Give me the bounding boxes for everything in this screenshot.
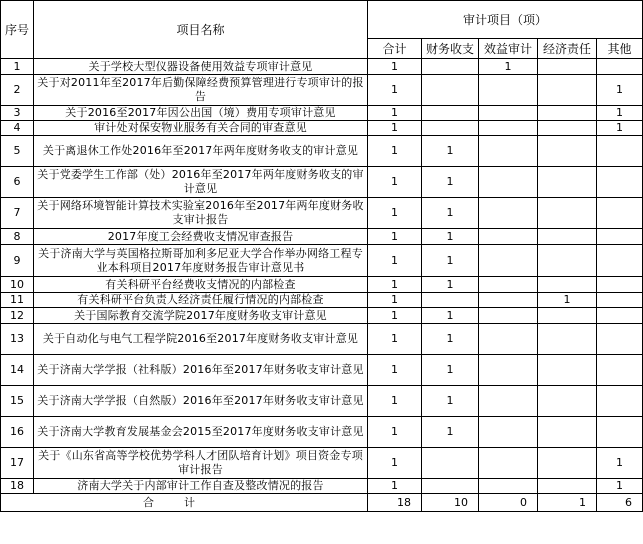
row-value: 1 xyxy=(368,448,422,479)
row-seq: 6 xyxy=(1,167,34,198)
row-value xyxy=(479,136,538,167)
row-value xyxy=(538,75,597,106)
table-row xyxy=(1,479,643,494)
row-value: 1 xyxy=(368,136,422,167)
row-value: 1 xyxy=(422,277,479,293)
row-value xyxy=(597,308,643,324)
row-value: 1 xyxy=(368,245,422,277)
row-seq: 10 xyxy=(1,277,34,293)
table-row xyxy=(1,293,643,308)
row-value xyxy=(422,106,479,121)
total-value: 18 xyxy=(368,494,422,512)
row-value xyxy=(479,355,538,386)
row-value xyxy=(479,121,538,136)
row-value xyxy=(538,355,597,386)
row-value xyxy=(479,308,538,324)
row-project-name: 有关科研平台负责人经济责任履行情况的内部检查 xyxy=(34,293,368,308)
row-value xyxy=(538,245,597,277)
row-value xyxy=(597,417,643,448)
table-body xyxy=(1,59,643,494)
row-value xyxy=(422,479,479,494)
row-value xyxy=(597,167,643,198)
row-project-name: 关于对2011年至2017年后勤保障经费预算管理进行专项审计的报告 xyxy=(34,75,368,106)
row-value xyxy=(538,229,597,245)
row-seq: 2 xyxy=(1,75,34,106)
table-row xyxy=(1,277,643,293)
row-value xyxy=(479,293,538,308)
row-project-name: 关于济南大学学报（自然版）2016年至2017年财务收支审计意见 xyxy=(34,386,368,417)
total-row xyxy=(1,494,643,512)
table-row xyxy=(1,59,643,75)
row-value: 1 xyxy=(597,106,643,121)
row-value xyxy=(422,293,479,308)
row-value xyxy=(597,59,643,75)
table-row xyxy=(1,417,643,448)
row-seq: 4 xyxy=(1,121,34,136)
row-value: 1 xyxy=(368,121,422,136)
row-value: 1 xyxy=(422,229,479,245)
row-value xyxy=(479,324,538,355)
row-value xyxy=(422,448,479,479)
row-value: 1 xyxy=(422,355,479,386)
row-project-name: 关于济南大学学报（社科版）2016年至2017年财务收支审计意见 xyxy=(34,355,368,386)
row-value xyxy=(597,198,643,229)
header-col-benefit: 效益审计 xyxy=(479,39,538,59)
row-project-name: 关于《山东省高等学校优势学科人才团队培育计划》项目资金专项审计报告 xyxy=(34,448,368,479)
row-value xyxy=(479,198,538,229)
row-value xyxy=(597,293,643,308)
row-value xyxy=(538,198,597,229)
row-value: 1 xyxy=(422,308,479,324)
row-value: 1 xyxy=(368,355,422,386)
row-project-name: 关于网络环境智能计算技术实验室2016年至2017年两年度财务收支审计报告 xyxy=(34,198,368,229)
row-value xyxy=(597,386,643,417)
header-col-economic: 经济责任 xyxy=(538,39,597,59)
row-value: 1 xyxy=(368,277,422,293)
row-value xyxy=(538,121,597,136)
row-value xyxy=(538,386,597,417)
row-value: 1 xyxy=(368,59,422,75)
row-project-name: 关于离退休工作处2016年至2017年两年度财务收支的审计意见 xyxy=(34,136,368,167)
row-value: 1 xyxy=(479,59,538,75)
table-row xyxy=(1,324,643,355)
row-value: 1 xyxy=(538,293,597,308)
row-project-name: 关于自动化与电气工程学院2016至2017年度财务收支审计意见 xyxy=(34,324,368,355)
row-value xyxy=(538,479,597,494)
row-value: 1 xyxy=(422,198,479,229)
table-row xyxy=(1,75,643,106)
row-value xyxy=(597,245,643,277)
row-value xyxy=(597,324,643,355)
total-value: 1 xyxy=(538,494,597,512)
row-value: 1 xyxy=(597,448,643,479)
row-seq: 11 xyxy=(1,293,34,308)
row-value xyxy=(479,479,538,494)
row-value xyxy=(422,121,479,136)
table-row xyxy=(1,198,643,229)
row-seq: 15 xyxy=(1,386,34,417)
total-value: 10 xyxy=(422,494,479,512)
row-value: 1 xyxy=(368,417,422,448)
row-seq: 13 xyxy=(1,324,34,355)
row-value xyxy=(538,59,597,75)
row-value xyxy=(479,167,538,198)
row-project-name: 关于济南大学教育发展基金会2015至2017年度财务收支审计意见 xyxy=(34,417,368,448)
row-seq: 8 xyxy=(1,229,34,245)
table-row xyxy=(1,308,643,324)
header-name: 项目名称 xyxy=(34,1,368,59)
row-project-name: 审计处对保安物业服务有关合同的审查意见 xyxy=(34,121,368,136)
row-seq: 18 xyxy=(1,479,34,494)
row-value xyxy=(479,75,538,106)
table-row xyxy=(1,136,643,167)
row-value: 1 xyxy=(368,386,422,417)
total-value: 6 xyxy=(597,494,643,512)
row-value xyxy=(422,59,479,75)
row-value xyxy=(538,417,597,448)
table-row xyxy=(1,229,643,245)
row-seq: 14 xyxy=(1,355,34,386)
row-value: 1 xyxy=(368,229,422,245)
row-value xyxy=(538,277,597,293)
total-label: 合计 xyxy=(1,494,368,512)
row-value xyxy=(538,136,597,167)
row-project-name: 关于济南大学与英国格拉斯哥加利多尼亚大学合作举办网络工程专业本科项目2017年度财务报告审计意见书 xyxy=(34,245,368,277)
header-col-total: 合计 xyxy=(368,39,422,59)
row-value: 1 xyxy=(597,75,643,106)
row-value xyxy=(538,106,597,121)
row-value: 1 xyxy=(368,75,422,106)
row-seq: 9 xyxy=(1,245,34,277)
table-row xyxy=(1,386,643,417)
table-row xyxy=(1,448,643,479)
table-row xyxy=(1,245,643,277)
row-value: 1 xyxy=(368,167,422,198)
row-value xyxy=(538,324,597,355)
table-row xyxy=(1,121,643,136)
row-value: 1 xyxy=(368,308,422,324)
row-value xyxy=(597,277,643,293)
row-value xyxy=(597,229,643,245)
row-value xyxy=(597,355,643,386)
row-project-name: 关于国际教育交流学院2017年度财务收支审计意见 xyxy=(34,308,368,324)
header-row-1 xyxy=(1,1,643,39)
row-value xyxy=(538,167,597,198)
total-value: 0 xyxy=(479,494,538,512)
row-value xyxy=(479,245,538,277)
row-value: 1 xyxy=(597,121,643,136)
header-group: 审计项目（项） xyxy=(368,1,643,39)
row-seq: 7 xyxy=(1,198,34,229)
row-value xyxy=(538,448,597,479)
table-row xyxy=(1,167,643,198)
row-project-name: 济南大学关于内部审计工作自查及整改情况的报告 xyxy=(34,479,368,494)
row-value: 1 xyxy=(422,417,479,448)
row-seq: 1 xyxy=(1,59,34,75)
row-project-name: 关于学校大型仪器设备使用效益专项审计意见 xyxy=(34,59,368,75)
row-seq: 16 xyxy=(1,417,34,448)
row-value: 1 xyxy=(368,106,422,121)
table-row xyxy=(1,355,643,386)
header-seq: 序号 xyxy=(1,1,34,59)
row-project-name: 关于2016至2017年因公出国（境）费用专项审计意见 xyxy=(34,106,368,121)
row-value xyxy=(479,277,538,293)
row-value: 1 xyxy=(368,198,422,229)
row-value xyxy=(479,106,538,121)
row-value: 1 xyxy=(422,167,479,198)
header-col-other: 其他 xyxy=(597,39,643,59)
row-project-name: 有关科研平台经费收支情况的内部检查 xyxy=(34,277,368,293)
row-value: 1 xyxy=(368,324,422,355)
row-value xyxy=(479,417,538,448)
row-value xyxy=(597,136,643,167)
row-value: 1 xyxy=(422,386,479,417)
row-value xyxy=(479,229,538,245)
row-project-name: 关于党委学生工作部（处）2016年至2017年两年度财务收支的审计意见 xyxy=(34,167,368,198)
header-col-finance: 财务收支 xyxy=(422,39,479,59)
table-row xyxy=(1,106,643,121)
row-value: 1 xyxy=(422,245,479,277)
row-value xyxy=(538,308,597,324)
row-value xyxy=(422,75,479,106)
row-seq: 3 xyxy=(1,106,34,121)
row-seq: 17 xyxy=(1,448,34,479)
row-seq: 5 xyxy=(1,136,34,167)
row-seq: 12 xyxy=(1,308,34,324)
row-value xyxy=(479,386,538,417)
row-value: 1 xyxy=(368,293,422,308)
row-value: 1 xyxy=(597,479,643,494)
row-value: 1 xyxy=(422,136,479,167)
row-value: 1 xyxy=(368,479,422,494)
row-value xyxy=(479,448,538,479)
row-project-name: 2017年度工会经费收支情况审查报告 xyxy=(34,229,368,245)
row-value: 1 xyxy=(422,324,479,355)
